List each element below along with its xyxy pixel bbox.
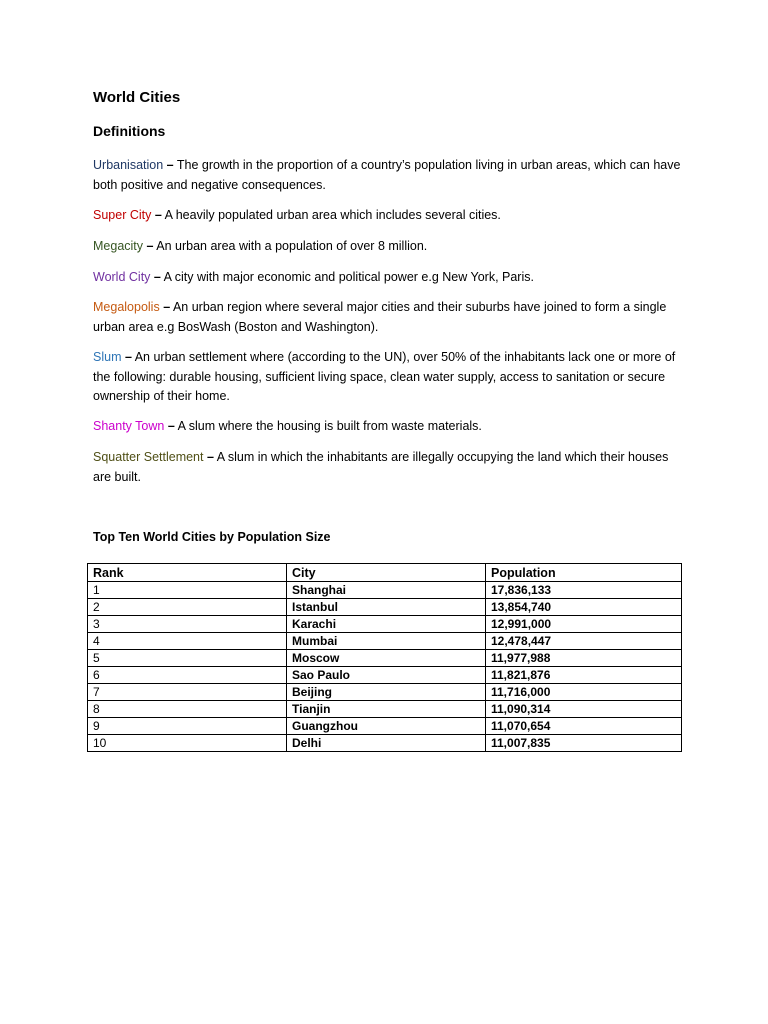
population-cell: 12,991,000 [486, 616, 682, 633]
page-title: World Cities [93, 89, 181, 106]
rank-cell: 3 [88, 616, 287, 633]
table-row [88, 650, 682, 667]
population-cell: 17,836,133 [486, 582, 682, 599]
definition-text: A city with major economic and political power e.g New York, Paris. [163, 270, 534, 284]
definition-term: Urbanisation [93, 158, 164, 172]
definition-dash: – [166, 158, 174, 172]
definition-dash: – [167, 419, 175, 433]
city-cell: Delhi [287, 735, 486, 752]
definition-term: Megalopolis [93, 300, 160, 314]
city-cell: Mumbai [287, 633, 486, 650]
table-row [88, 684, 682, 701]
population-table [87, 563, 682, 752]
city-cell: Sao Paulo [287, 667, 486, 684]
definition-term: Slum [93, 350, 122, 364]
definition-super-city [93, 206, 683, 226]
population-cell: 11,007,835 [486, 735, 682, 752]
table-row [88, 616, 682, 633]
rank-cell: 4 [88, 633, 287, 650]
city-cell: Karachi [287, 616, 486, 633]
definition-dash: – [153, 270, 161, 284]
population-cell: 12,478,447 [486, 633, 682, 650]
definition-text: A slum where the housing is built from waste materials. [177, 419, 482, 433]
table-row [88, 582, 682, 599]
table-row [88, 633, 682, 650]
table-header-row [88, 564, 682, 582]
population-cell: 11,977,988 [486, 650, 682, 667]
population-cell: 11,090,314 [486, 701, 682, 718]
table-row [88, 735, 682, 752]
definition-text: The growth in the proportion of a country’s population living in urban areas, which can have both positive and negative consequences. [93, 158, 681, 192]
definition-term: Shanty Town [93, 419, 165, 433]
table-row [88, 718, 682, 735]
definition-world-city [93, 268, 683, 288]
definition-dash: – [154, 208, 162, 222]
column-header-population: Population [486, 564, 682, 582]
definition-dash: – [163, 300, 171, 314]
definition-megalopolis [93, 298, 683, 337]
rank-cell: 6 [88, 667, 287, 684]
definition-dash: – [146, 239, 154, 253]
city-cell: Tianjin [287, 701, 486, 718]
city-cell: Guangzhou [287, 718, 486, 735]
rank-cell: 9 [88, 718, 287, 735]
rank-cell: 2 [88, 599, 287, 616]
table-title: Top Ten World Cities by Population Size [93, 530, 331, 544]
city-cell: Istanbul [287, 599, 486, 616]
table-row [88, 701, 682, 718]
definition-text: An urban settlement where (according to the UN), over 50% of the inhabitants lack one or more of the following: durable housing, sufficient living space, clean water supply, access to sanitation or secure ownership of their home. [93, 350, 676, 403]
section-heading-definitions: Definitions [93, 123, 166, 139]
city-cell: Beijing [287, 684, 486, 701]
rank-cell: 1 [88, 582, 287, 599]
definition-squatter-settlement [93, 448, 683, 487]
definition-text: A heavily populated urban area which includes several cities. [164, 208, 501, 222]
rank-cell: 8 [88, 701, 287, 718]
rank-cell: 5 [88, 650, 287, 667]
definition-term: Megacity [93, 239, 144, 253]
definition-urbanisation [93, 156, 683, 195]
population-cell: 13,854,740 [486, 599, 682, 616]
rank-cell: 10 [88, 735, 287, 752]
population-cell: 11,716,000 [486, 684, 682, 701]
definition-megacity [93, 237, 683, 257]
definition-text: An urban region where several major cities and their suburbs have joined to form a single urban area e.g BosWash (Boston and Washington). [93, 300, 667, 334]
definition-text: An urban area with a population of over 8 million. [156, 239, 428, 253]
definition-text: A slum in which the inhabitants are illegally occupying the land which their houses are built. [93, 450, 669, 484]
population-cell: 11,821,876 [486, 667, 682, 684]
city-cell: Moscow [287, 650, 486, 667]
table-row [88, 667, 682, 684]
table-row [88, 599, 682, 616]
population-cell: 11,070,654 [486, 718, 682, 735]
definition-dash: – [206, 450, 214, 464]
definition-term: Squatter Settlement [93, 450, 204, 464]
definition-dash: – [124, 350, 132, 364]
column-header-rank: Rank [88, 564, 287, 582]
definition-term: Super City [93, 208, 152, 222]
definition-shanty-town [93, 417, 683, 437]
definition-term: World City [93, 270, 151, 284]
rank-cell: 7 [88, 684, 287, 701]
definition-slum [93, 348, 683, 407]
city-cell: Shanghai [287, 582, 486, 599]
column-header-city: City [287, 564, 486, 582]
